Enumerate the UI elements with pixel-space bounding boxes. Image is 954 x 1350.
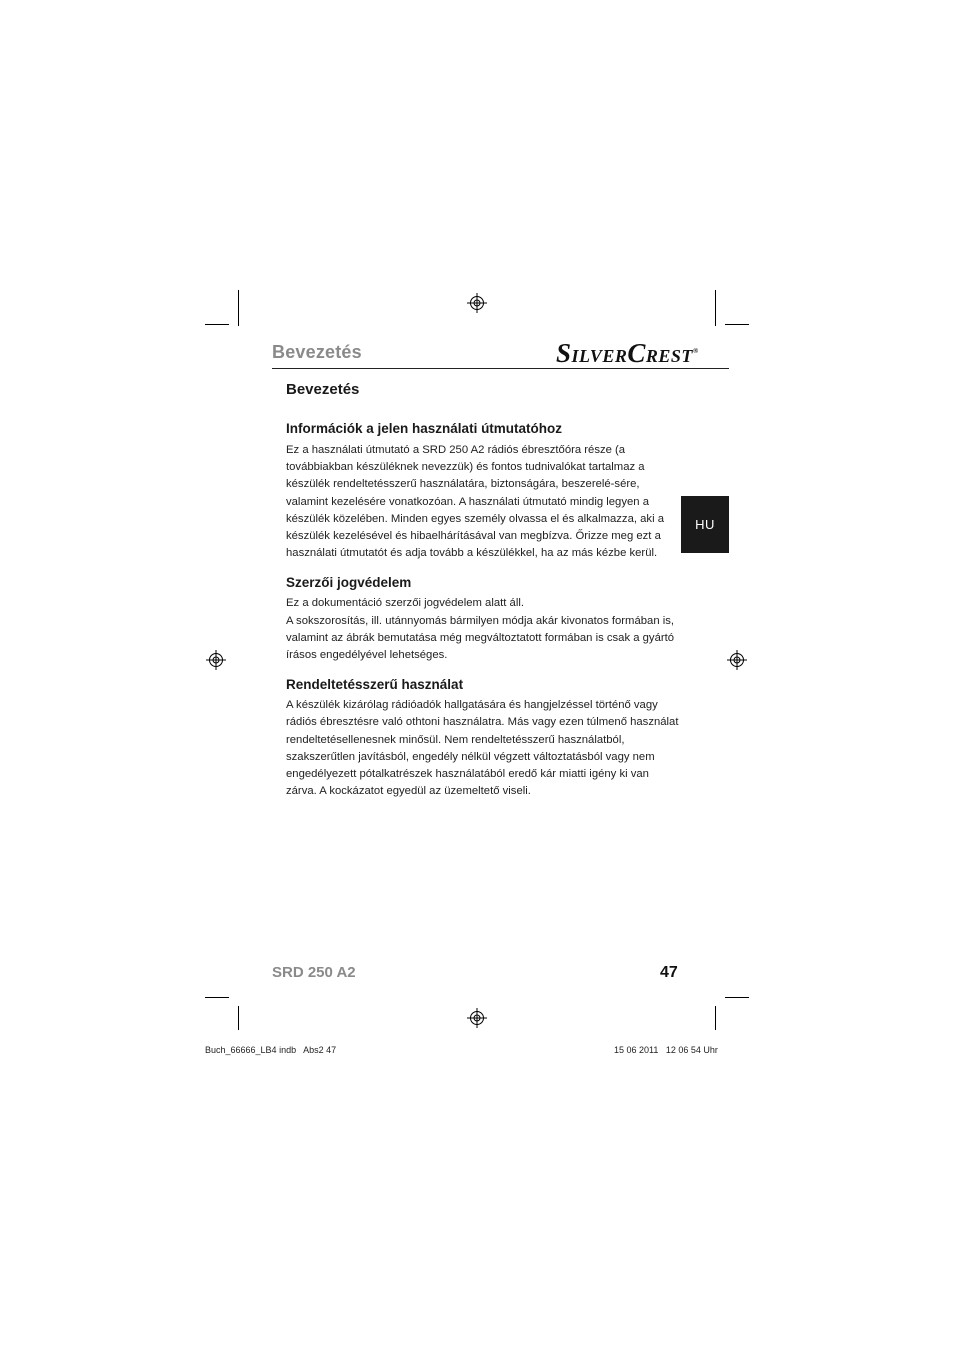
- crop-mark-top-left-h: [205, 324, 229, 325]
- registered-mark: ®: [692, 347, 699, 355]
- brand-ilver: ILVER: [571, 346, 628, 366]
- model-number: SRD 250 A2: [272, 964, 356, 981]
- paragraph: A sokszorosítás, ill. utánnyomás bármilyen módja akár kivonatos formában is, valamint az ábrák bemutatása még megváltoztatott formában is csak a gyártó írásos engedélyével lehetséges.: [286, 614, 675, 662]
- crop-mark-bottom-right-v: [715, 1006, 716, 1030]
- language-tab: HU: [681, 496, 729, 553]
- registration-mark-icon: [467, 293, 487, 313]
- section-manual-info: [286, 420, 681, 562]
- page-header-title: Bevezetés: [272, 342, 362, 362]
- brand-rest: REST: [645, 346, 693, 366]
- brand-letter-c: C: [627, 338, 646, 368]
- crop-mark-top-right-h: [725, 324, 749, 325]
- crop-mark-bottom-left-h: [205, 997, 229, 998]
- paragraph: A készülék kizárólag rádióadók hallgatására és hangjelzéssel történő vagy rádiós ébresztésre való othtoni használatra. Más vagy ezen túlmenő használat rendeltetésellenesnek minősül. Nem rendeltetésszerű használatból, szakszerűtlen javításból, engedély nélkül végzett változtatásból vagy nem engedélyezett pótalkatrészek használatából eredő kár miatti igény ki van zárva. A kockázatot egyedül az üzemeltető viseli.: [286, 699, 679, 798]
- subheading: Információk a jelen használati útmutatóhoz: [286, 421, 563, 436]
- crop-mark-bottom-left-v: [238, 1006, 239, 1030]
- section-title: Bevezetés: [286, 381, 360, 398]
- subheading: Rendeltetésszerű használat: [286, 677, 464, 693]
- page-number: 47: [660, 964, 678, 981]
- print-slug-file: Buch_66666_LB4 indb Abs2 47: [205, 1045, 337, 1055]
- brand-letter-s: S: [556, 338, 572, 368]
- header-rule: [272, 368, 729, 369]
- section-intended-use: [286, 676, 681, 800]
- print-slug-date: 15 06 2011 12 06 54 Uhr: [614, 1045, 718, 1055]
- crop-mark-top-right-v: [715, 290, 716, 326]
- registration-mark-icon: [467, 1008, 487, 1028]
- crop-mark-top-left-v: [238, 290, 239, 326]
- paragraph: Ez a használati útmutató a SRD 250 A2 rádiós ébresztőóra része (a továbbiakban készüléknek nevezzük) és fontos tudnivalókat tartalmaz a készülék rendeltetésszerű használatára, biztonságára, beszerelé-sére, valamint kezelésére vonatkozóan. A használati útmutató mindig legyen a készülék közelében. Minden egyes személy olvassa el és alkalmazza, aki a készülék kezelésével és hibaelhárításával van megbízva. Őrizze meg ezt a használati útmutatót és adja tovább a készülékkel, ha az más kézbe kerül.: [286, 444, 665, 560]
- paragraph: Ez a dokumentáció szerzői jogvédelem alatt áll.: [286, 597, 524, 610]
- brand-logo: [556, 338, 699, 369]
- registration-mark-icon: [727, 650, 747, 670]
- main-content: [286, 380, 681, 800]
- crop-mark-bottom-right-h: [725, 997, 749, 998]
- subheading: Szerzői jogvédelem: [286, 575, 412, 591]
- registration-mark-icon: [206, 650, 226, 670]
- section-copyright: [286, 574, 681, 664]
